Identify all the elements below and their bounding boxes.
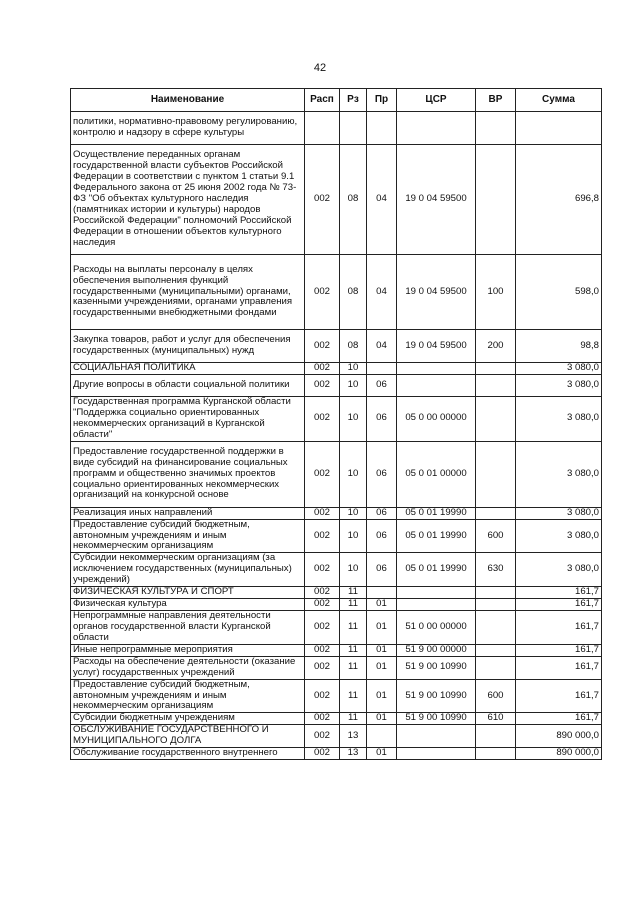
cell-sum: 161,7: [516, 713, 602, 725]
cell-csr: 05 0 01 19990: [397, 519, 476, 553]
cell-vr: [476, 725, 516, 748]
cell-vr: [476, 599, 516, 611]
cell-name: Непрограммные направления деятельности органов государственной власти Курганской области: [71, 611, 305, 645]
cell-csr: [397, 375, 476, 397]
cell-name: ОБСЛУЖИВАНИЕ ГОСУДАРСТВЕННОГО И МУНИЦИПАЛЬНОГО ДОЛГА: [71, 725, 305, 748]
cell-name: Субсидии некоммерческим организациям (за исключением государственных (муниципальных) учреждений): [71, 553, 305, 587]
cell-pr: 06: [367, 553, 397, 587]
table-row: [71, 519, 602, 553]
cell-rasp: 002: [305, 725, 340, 748]
header-name: Наименование: [71, 89, 305, 112]
cell-vr: [476, 375, 516, 397]
cell-csr: 05 0 00 00000: [397, 397, 476, 442]
budget-table: [70, 88, 602, 760]
cell-rz: 11: [340, 713, 367, 725]
cell-rz: 11: [340, 587, 367, 599]
cell-vr: 630: [476, 553, 516, 587]
cell-rz: 11: [340, 644, 367, 656]
cell-rasp: 002: [305, 145, 340, 255]
cell-name: Предоставление субсидий бюджетным, автономным учреждениям и иным некоммерческим организациям: [71, 519, 305, 553]
table-row: [71, 363, 602, 375]
cell-rz: 13: [340, 748, 367, 760]
cell-rz: 11: [340, 656, 367, 679]
cell-csr: 51 9 00 00000: [397, 644, 476, 656]
header-vr: ВР: [476, 89, 516, 112]
table-row: [71, 330, 602, 363]
cell-vr: [476, 145, 516, 255]
cell-rz: 11: [340, 679, 367, 713]
cell-name: Предоставление государственной поддержки в виде субсидий на финансирование социальных программ и общественно значимых проектов социально ориентированных некоммерческих организаций на конкурсной основе: [71, 441, 305, 507]
cell-sum: 3 080,0: [516, 519, 602, 553]
table-row: [71, 441, 602, 507]
table-row: [71, 599, 602, 611]
cell-pr: 04: [367, 330, 397, 363]
cell-pr: 01: [367, 713, 397, 725]
header-pr: Пр: [367, 89, 397, 112]
cell-vr: [476, 748, 516, 760]
table-row: [71, 587, 602, 599]
cell-sum: 98,8: [516, 330, 602, 363]
header-sum: Сумма: [516, 89, 602, 112]
cell-vr: 200: [476, 330, 516, 363]
cell-vr: [476, 587, 516, 599]
cell-pr: 01: [367, 656, 397, 679]
table-row: [71, 255, 602, 330]
cell-name: Субсидии бюджетным учреждениям: [71, 713, 305, 725]
cell-name: Расходы на обеспечение деятельности (оказание услуг) государственных учреждений: [71, 656, 305, 679]
cell-rz: 10: [340, 507, 367, 519]
cell-name: Предоставление субсидий бюджетным, автономным учреждениям и иным некоммерческим организациям: [71, 679, 305, 713]
cell-csr: [397, 725, 476, 748]
cell-rasp: 002: [305, 599, 340, 611]
cell-sum: 161,7: [516, 656, 602, 679]
cell-name: Закупка товаров, работ и услуг для обеспечения государственных (муниципальных) нужд: [71, 330, 305, 363]
cell-csr: [397, 599, 476, 611]
cell-csr: 19 0 04 59500: [397, 255, 476, 330]
cell-rz: 08: [340, 145, 367, 255]
cell-rz: 10: [340, 553, 367, 587]
cell-name: Расходы на выплаты персоналу в целях обеспечения выполнения функций государственными (муниципальными) органами, казенными учреждениями, органами управления государственными внебюджетными фондами: [71, 255, 305, 330]
cell-rz: 08: [340, 255, 367, 330]
cell-pr: [367, 363, 397, 375]
cell-pr: 01: [367, 611, 397, 645]
cell-rz: 10: [340, 375, 367, 397]
cell-sum: 3 080,0: [516, 441, 602, 507]
cell-csr: 19 0 04 59500: [397, 330, 476, 363]
cell-rasp: [305, 112, 340, 145]
cell-pr: [367, 112, 397, 145]
cell-rz: 10: [340, 441, 367, 507]
cell-rasp: 002: [305, 363, 340, 375]
cell-csr: [397, 363, 476, 375]
cell-csr: [397, 748, 476, 760]
cell-rasp: 002: [305, 679, 340, 713]
table-row: [71, 145, 602, 255]
cell-rasp: 002: [305, 713, 340, 725]
cell-pr: 01: [367, 748, 397, 760]
cell-csr: 19 0 04 59500: [397, 145, 476, 255]
cell-rasp: 002: [305, 748, 340, 760]
cell-name: политики, нормативно-правовому регулированию, контролю и надзору в сфере культуры: [71, 112, 305, 145]
cell-pr: [367, 587, 397, 599]
cell-rasp: 002: [305, 587, 340, 599]
cell-name: Иные непрограммные мероприятия: [71, 644, 305, 656]
cell-csr: 05 0 01 19990: [397, 553, 476, 587]
cell-rz: 13: [340, 725, 367, 748]
cell-vr: [476, 441, 516, 507]
cell-pr: [367, 725, 397, 748]
cell-name: Другие вопросы в области социальной политики: [71, 375, 305, 397]
cell-sum: 3 080,0: [516, 375, 602, 397]
cell-sum: 161,7: [516, 587, 602, 599]
cell-sum: 890 000,0: [516, 725, 602, 748]
table-row: [71, 748, 602, 760]
cell-name: Физическая культура: [71, 599, 305, 611]
cell-vr: [476, 112, 516, 145]
cell-sum: 598,0: [516, 255, 602, 330]
table-header-row: [71, 89, 602, 112]
cell-rasp: 002: [305, 553, 340, 587]
cell-rz: 11: [340, 611, 367, 645]
cell-vr: 610: [476, 713, 516, 725]
cell-name: ФИЗИЧЕСКАЯ КУЛЬТУРА И СПОРТ: [71, 587, 305, 599]
cell-vr: 100: [476, 255, 516, 330]
cell-csr: 51 0 00 00000: [397, 611, 476, 645]
cell-pr: 06: [367, 375, 397, 397]
table-row: [71, 397, 602, 442]
table-row: [71, 112, 602, 145]
cell-sum: 3 080,0: [516, 363, 602, 375]
cell-pr: 06: [367, 519, 397, 553]
cell-sum: 3 080,0: [516, 553, 602, 587]
cell-csr: 05 0 01 19990: [397, 507, 476, 519]
cell-pr: 04: [367, 255, 397, 330]
cell-name: Реализация иных направлений: [71, 507, 305, 519]
table-row: [71, 725, 602, 748]
cell-rasp: 002: [305, 397, 340, 442]
cell-pr: 06: [367, 507, 397, 519]
cell-sum: 3 080,0: [516, 397, 602, 442]
cell-rasp: 002: [305, 519, 340, 553]
table-body: [71, 112, 602, 760]
cell-rasp: 002: [305, 330, 340, 363]
cell-pr: 06: [367, 441, 397, 507]
table-row: [71, 656, 602, 679]
cell-vr: [476, 656, 516, 679]
cell-sum: 161,7: [516, 679, 602, 713]
cell-sum: 161,7: [516, 599, 602, 611]
cell-pr: 06: [367, 397, 397, 442]
cell-csr: [397, 587, 476, 599]
cell-rz: [340, 112, 367, 145]
header-rz: Рз: [340, 89, 367, 112]
table-row: [71, 375, 602, 397]
cell-name: Государственная программа Курганской области "Поддержка социально ориентированных некоммерческих организаций в Курганской области": [71, 397, 305, 442]
cell-csr: [397, 112, 476, 145]
cell-rz: 10: [340, 519, 367, 553]
cell-sum: 696,8: [516, 145, 602, 255]
cell-sum: 890 000,0: [516, 748, 602, 760]
table-row: [71, 507, 602, 519]
table-row: [71, 611, 602, 645]
cell-vr: 600: [476, 519, 516, 553]
cell-vr: 600: [476, 679, 516, 713]
cell-vr: [476, 507, 516, 519]
cell-rasp: 002: [305, 611, 340, 645]
table-row: [71, 644, 602, 656]
cell-vr: [476, 611, 516, 645]
cell-rasp: 002: [305, 375, 340, 397]
cell-sum: 161,7: [516, 611, 602, 645]
cell-pr: 01: [367, 679, 397, 713]
cell-vr: [476, 363, 516, 375]
cell-name: СОЦИАЛЬНАЯ ПОЛИТИКА: [71, 363, 305, 375]
cell-pr: 04: [367, 145, 397, 255]
cell-rasp: 002: [305, 255, 340, 330]
cell-pr: 01: [367, 599, 397, 611]
cell-name: Обслуживание государственного внутреннего: [71, 748, 305, 760]
cell-rasp: 002: [305, 507, 340, 519]
cell-rasp: 002: [305, 644, 340, 656]
cell-rz: 10: [340, 397, 367, 442]
table-row: [71, 713, 602, 725]
cell-rasp: 002: [305, 656, 340, 679]
header-csr: ЦСР: [397, 89, 476, 112]
cell-vr: [476, 397, 516, 442]
cell-csr: 51 9 00 10990: [397, 656, 476, 679]
cell-vr: [476, 644, 516, 656]
table-row: [71, 553, 602, 587]
cell-csr: 05 0 01 00000: [397, 441, 476, 507]
cell-sum: [516, 112, 602, 145]
cell-rasp: 002: [305, 441, 340, 507]
table-row: [71, 679, 602, 713]
cell-rz: 08: [340, 330, 367, 363]
cell-name: Осуществление переданных органам государственной власти субъектов Российской Федерации в соответствии с пунктом 1 статьи 9.1 Федерального закона от 25 июня 2002 года № 73-ФЗ "Об объектах культурного наследия (памятниках истории и культуры) народов Российской Федерации" полномочий Российской Федерации в отношении объектов культурного наследия: [71, 145, 305, 255]
header-rasp: Расп: [305, 89, 340, 112]
cell-sum: 161,7: [516, 644, 602, 656]
page-number: 42: [313, 62, 327, 74]
cell-csr: 51 9 00 10990: [397, 679, 476, 713]
cell-pr: 01: [367, 644, 397, 656]
cell-sum: 3 080,0: [516, 507, 602, 519]
cell-rz: 11: [340, 599, 367, 611]
cell-rz: 10: [340, 363, 367, 375]
cell-csr: 51 9 00 10990: [397, 713, 476, 725]
